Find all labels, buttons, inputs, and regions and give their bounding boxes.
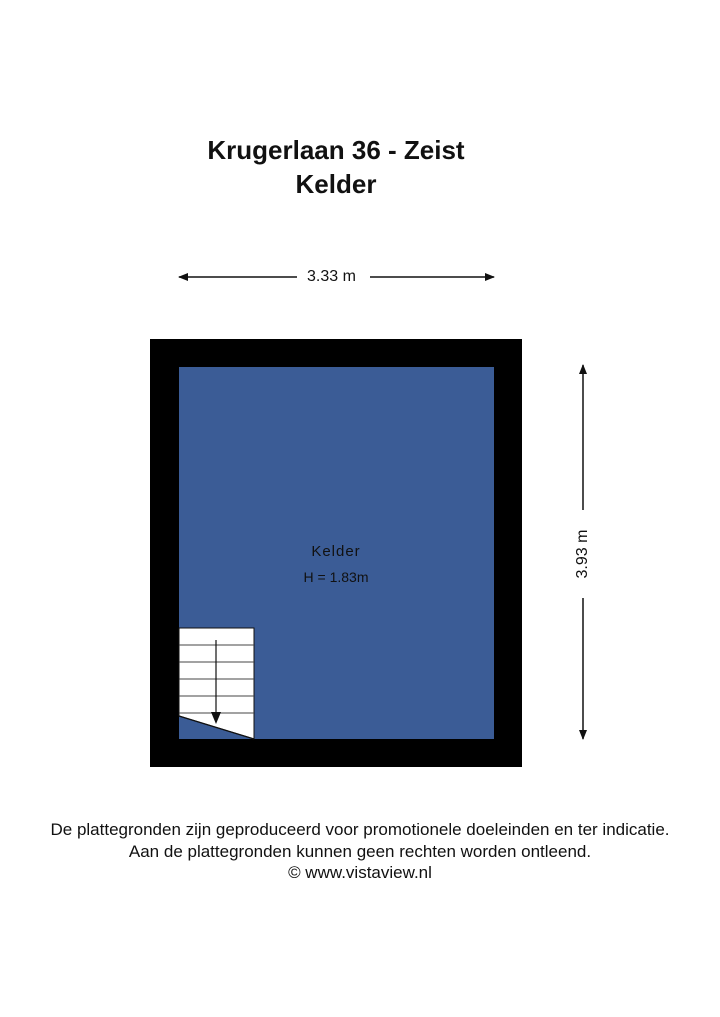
plan-title-address: Krugerlaan 36 - Zeist	[207, 135, 465, 165]
width-dimension-label: 3.33 m	[303, 268, 360, 286]
room-ceiling-height: H = 1.83m	[303, 569, 369, 585]
copyright-link[interactable]: © www.vistaview.nl	[288, 863, 432, 882]
disclaimer-line-2: Aan de plattegronden kunnen geen rechten worden ontleend.	[128, 842, 592, 861]
plan-title-floor: Kelder	[295, 169, 377, 199]
room-name: Kelder	[311, 543, 361, 560]
height-dimension-label: 3.93 m	[574, 526, 592, 583]
disclaimer-line-1: De plattegronden zijn geproduceerd voor promotionele doeleinden en ter indicatie.	[50, 820, 670, 839]
